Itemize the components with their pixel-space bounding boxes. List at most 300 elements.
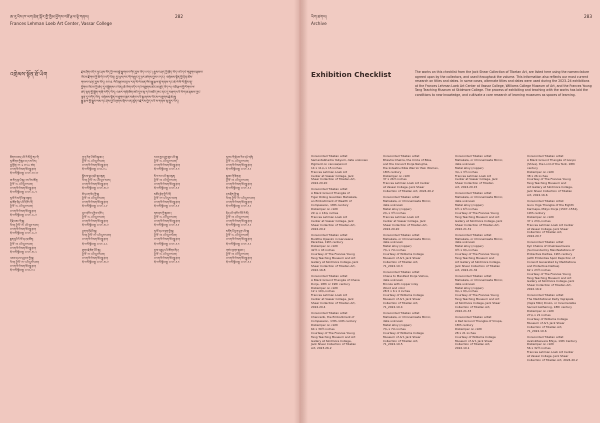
entry-detail: Kyil Chakra of Chakrasamvara: [527, 244, 570, 249]
entry-detail: ཝེ་ས་སོ་སློབ་གྲྭ། ༢༠༢༤.༡.༤: [154, 260, 180, 265]
entry-detail: Gallery at Skidmore College, Jack: [527, 279, 575, 284]
entry-detail: 2022.16.8: [311, 267, 326, 272]
entry-detail: ཕ་རན་སི་ལེ་མན་ལོབ་སྒྱུ་རྩལ།: [226, 218, 252, 223]
entry-detail: Bronze with copper inlay: [383, 281, 419, 286]
checklist-entry: [527, 294, 589, 333]
checklist-entry: [82, 248, 144, 264]
entry-detail: Distemper on cloth: [383, 173, 411, 178]
entry-detail: at Vassar College, Jack Shear: [527, 226, 569, 231]
entry-detail: ཕྱི་ལོ་ ༡༩ པའི་དུས་རབས།: [154, 177, 177, 182]
entry-detail: ཝེ་ས་སོ་སློབ་གྲྭ། ༢༠༢༤.༢.༡: [82, 204, 108, 209]
entry-detail: ཕྱི་ལོ་ ༡༩ པའི་དུས་རབས།: [154, 233, 177, 238]
checklist-entry: [154, 155, 216, 171]
entry-detail: 3¼ x 3½ inches: [455, 169, 478, 174]
entry-detail: 2¾ x 3½ inches: [383, 210, 406, 215]
entry-detail: Shear Collection of Tibetan Art,: [311, 177, 356, 182]
section-intro-tibetan: [81, 70, 289, 104]
entry-detail: date unknown: [455, 199, 476, 204]
entry-detail: Mahakala, or Chinnamasta Mirror,: [383, 199, 432, 204]
entry-artist: Unrecorded Tibetan artist: [311, 232, 348, 237]
entry-detail: ཝེ་ས་སོ་སློབ་གྲྭ། ༢༠༢༤.༢༨.༡: [10, 212, 37, 217]
checklist-entry: [82, 229, 144, 245]
entry-detail: Gallery at Skidmore College,: [311, 338, 352, 343]
entry-detail: Metal alloy (copper): [455, 285, 484, 290]
entry-detail: ཕྱི་ལོ་ ༡༨ པའི་དུས་རབས།: [154, 214, 177, 219]
entry-detail: ཕ་རན་སི་ལེ་མན་ལོབ་སྒྱུ་རྩལ།: [226, 256, 252, 260]
entry-detail: 7¾ x 7⅛ inches: [383, 326, 406, 331]
entry-detail: ཕ་རན་སི་ལེ་མན་ལོབ་སྒྱུ་རྩལ།: [154, 163, 180, 168]
entry-detail: Frances Lehman Loeb Art: [311, 169, 348, 174]
entry-detail: Metal alloy (copper): [383, 206, 412, 211]
entry-detail: ཕྱི་ལོ་ ༡༩ པའི་དུས་རབས།: [226, 177, 249, 182]
entry-artist: ལྷ་ཁང་གི་ལྡེབས་རིས་དཔེ་གཞི།: [226, 155, 253, 159]
entry-detail: ཝེ་ས་སོ་སློབ་གྲྭ། ༢༠༢༤.༡.༡: [154, 185, 180, 190]
entry-detail: Distemper on cloth: [527, 342, 555, 347]
checklist-column: [455, 155, 517, 365]
checklist-intro: The works on this checklist from the Jack Shear Collection of Tibetan Art, are listed here using the nomenclature agreed upon by the collectors, and used throughout the volume. This information also reflects our most current research on titles and dates. In some cases, alternate titles and dates were used during the 2023–24 exhibitions at the Frances Lehman Loeb Art Center at Vassar College, Williams College Museum of Art, and the Frances Young Tang Teaching Museum at Skidmore College. The process of exhibiting and teaching with the works has laid the conditions to new knowledge, and cultivate a core research of learning museums as spaces of learning.: [415, 70, 592, 97]
checklist-entry: [154, 192, 216, 208]
entry-artist: Unrecorded Tibetan artist: [527, 334, 564, 339]
entry-detail: Collection of Tibetan Art,: [527, 230, 563, 235]
entry-detail: Distemper on cloth: [527, 169, 555, 174]
entry-detail: 2022.21.31: [455, 226, 472, 231]
entry-detail: Center at Vassar College, Jack: [311, 297, 354, 302]
entry-detail: Buddha Ojasvini in Garuwane: [311, 236, 354, 241]
entry-detail: Shear Collection of Tibetan Art,: [311, 263, 356, 268]
entry-detail: (Surrounded by Manifestations of: [527, 248, 575, 253]
entry-detail: ལི་མ། ཕྱི་ལོ་ ༡༥ པའི་དུས་རབས།: [82, 177, 111, 182]
entry-detail: Frances Lehman Loeb Art Center: [383, 181, 430, 186]
entry-detail: Courtesy of Williams College: [383, 252, 424, 257]
checklist-entry: [311, 275, 373, 310]
entry-detail: ཝེ་ས་སོ་སློབ་གྲྭ། ༢༠༢༤.༣.༣: [82, 241, 108, 246]
entry-detail: an Embodiment of Wealth of: [311, 199, 352, 204]
entry-detail: 71_2022.10.6: [527, 328, 547, 333]
checklist-entry: [311, 155, 373, 186]
entry-artist: Unrecorded Tibetan artist: [527, 240, 564, 245]
entry-detail: date unknown: [455, 161, 476, 166]
entry-detail: Bhavha Chakra, the Circle of Bliss,: [383, 157, 433, 162]
entry-detail: ཝེ་ས་སོ་སློབ་གྲྭ། ༢༠༢༤.༡.༡: [154, 222, 180, 227]
checklist-entry: [527, 155, 589, 198]
checklist-entry: [10, 256, 72, 272]
entry-detail: Collection of Tibetan Art,: [383, 301, 419, 306]
entry-detail: ཝེ་ས་སོ་སློབ་གྲྭ། ༢༠༢༤.༡.༥: [226, 167, 252, 172]
entry-detail: ཕ་རན་སི་ལེ་མན་ལོབ་སྒྱུ་རྩལ།: [154, 256, 180, 260]
entry-detail: Collection of Tibetan Art,: [383, 259, 419, 264]
entry-artist: Unrecorded Tibetan artist: [455, 273, 492, 278]
entry-detail: Metal alloy (copper): [383, 244, 412, 249]
entry-artist: སངས་རྒྱས་ཤཱཀྱ་ཐུབ་པའི་སྐུ།: [154, 155, 179, 159]
running-head-tibetan-right: ཡིག་ཚགས།: [311, 14, 327, 19]
entry-detail: ཕྱི་ལོ་ ༡༨ པའི་དུས་རབས།: [226, 159, 249, 164]
entry-artist: གུ་རུ་རིན་པོ་ཆེའི་སྐུ་ཐང་།: [82, 155, 104, 159]
entry-detail: Museum of Art, Jack Shear: [383, 297, 421, 302]
entry-detail: ཝེ་ས་སོ་སློབ་གྲྭ། ༢༠༢༤.༡.༥: [226, 185, 252, 190]
checklist-column: [527, 155, 589, 365]
entry-detail: date unknown: [455, 240, 476, 245]
entry-detail: Guru Yoga Thangka of the Eighth: [527, 203, 574, 208]
checklist-entry: [455, 316, 517, 351]
entry-detail: Shear Collection of Tibetan Art,: [527, 283, 572, 288]
checklist-entry: [10, 196, 72, 216]
entry-artist: ཚིགས་བཅད་པའི་རི་མོ་ཕྱི་ནང་གི་: [10, 155, 40, 159]
checklist-entry: [226, 192, 288, 208]
left-page: [0, 0, 299, 423]
entry-artist: ཨ་མི་ཏ་བྷ་ཡི་སྐུ། རས་རིས་ཚོན།: [10, 177, 38, 182]
entry-detail: 2022.10.1: [455, 346, 470, 351]
entry-artist: Unrecorded Tibetan artist: [311, 311, 348, 316]
entry-detail: Art, 2023.26.2: [311, 346, 332, 351]
entry-detail: 71_2022.10.3: [383, 263, 403, 268]
entry-detail: Gallery at Skidmore College, Jack: [455, 218, 503, 223]
entry-detail: Frances Lehman Loeb Art Center: [527, 350, 574, 355]
entry-artist: ལྷ་མོ་དཔལ་ལྡན་གྱི་སྐུ།: [154, 229, 174, 234]
entry-detail: Collection of Tibetan Art,: [383, 338, 419, 343]
entry-detail: ཕ་རན་སི་ལེ་མན་ལོབ་སྒྱུ་རྩལ།: [10, 264, 36, 269]
entry-detail: ཕྱི་ལོ་ ༡༩ པའི་དུས་རབས།: [226, 251, 249, 256]
running-head-english: Frances Lehman Loeb Art Center, Vassar College: [10, 21, 112, 26]
entry-detail: Courtesy of The Frances Young: [455, 252, 499, 257]
entry-detail: Art, 2022.16.6: [527, 193, 548, 198]
intro-line: ལྷན་དུ་བཀོད་ཡོད། འགྲེམས་སྟོན་ལ་ཐུགས་ཁུར་བཞེས་པའི་སྐུ་ཞབས་ཡོངས་ལ་ཐུགས་རྗེ་ཆེ་ཞུ།: [81, 94, 177, 99]
entry-detail: Karmapa, Mikyo Dorje (1507–1554),: [527, 206, 579, 211]
entry-detail: Art, 2024.20.15: [455, 185, 478, 190]
entry-detail: A Black Ground Thangka of Gonpo: [527, 157, 576, 162]
entry-artist: Unrecorded Tibetan artist: [455, 154, 492, 158]
entry-detail: Center at Vassar College, Jack: [455, 177, 498, 182]
entry-detail: 71_2022.10.4: [383, 305, 403, 310]
entry-artist: སྒྲོལ་མ་ལྗང་ཁུའི་སྐུ་བརྙན།: [82, 173, 105, 178]
entry-detail: Courtesy of Williams College: [527, 316, 568, 321]
entry-detail: 2022.21.33: [455, 309, 472, 313]
entry-detail: Jack Shear Collection of Tibetan: [527, 189, 573, 194]
checklist-column: [226, 155, 288, 275]
entry-detail: ཕ་རན་སི་ལེ་མན་ལོབ་སྒྱུ་རྩལ།: [10, 227, 36, 232]
entry-detail: Center at Vassar College, Jack: [311, 173, 354, 178]
entry-detail: Sacred Gathering, 18th century: [527, 305, 572, 310]
entry-detail: century: [527, 165, 538, 170]
entry-artist: མི་ལ་རས་པའི་སྐུ་བརྙན།: [154, 173, 176, 178]
entry-detail: Consort Generated by Meditations: [527, 259, 576, 264]
entry-detail: ཕྱི་ལོ་ ༡༧ པའི་དུས་རབས།: [154, 196, 178, 201]
page-number-right: 283: [584, 14, 592, 19]
entry-detail: Shear Collection of Tibetan Art,: [383, 222, 428, 227]
entry-artist: འཇམ་དཔལ་དབྱངས་ཀྱི་སྐུ།: [10, 256, 34, 260]
entry-artist: ཚེ་དཔག་མེད་ཀྱི་སྐུ།: [82, 192, 100, 197]
entry-detail: Frances Lehman Loeb Art: [455, 173, 492, 178]
entry-detail: Frances Lehman Loeb Art Center: [527, 222, 574, 227]
checklist-entry: [154, 211, 216, 227]
entry-artist: Unrecorded Tibetan artist: [527, 293, 564, 298]
checklist-column: [10, 155, 72, 275]
checklist-entry: [82, 192, 144, 208]
entry-artist: Unrecorded Tibetan artist: [383, 195, 420, 200]
entry-detail: ཁྲ་ཚོན་སྲིད་པའི་འཁོར་ལོ།: [10, 200, 33, 205]
entry-detail: ཕ་རན་སི་ལེ་མན་ལོབ་སྒྱུ་རྩལ།: [82, 163, 108, 168]
entry-detail: ཕ་རན་སི་ལེ་མན་ལོབ་སྒྱུ་རྩལ།: [154, 218, 180, 223]
checklist-entry: [455, 275, 517, 314]
entry-detail: 2024.20.4: [311, 305, 326, 310]
entry-artist: Unrecorded Tibetan artist: [383, 232, 420, 237]
entry-detail: Courtesy of The Frances Young: [455, 293, 499, 298]
checklist-entry: [226, 155, 288, 171]
checklist-entry: [383, 271, 445, 310]
entry-artist: Unrecorded Tibetan artist: [527, 154, 564, 158]
entry-detail: ཕ་རན་སི་ལེ་མན་ལོབ་སྒྱུ་རྩལ།: [10, 167, 36, 172]
entry-detail: Tang Teaching Museum and Art: [311, 256, 356, 261]
entry-detail: 62 x 23½ inches: [527, 267, 551, 272]
entry-detail: ལི་མ། ཕྱི་ལོ་ ༡༧ པའི་དུས་རབས།: [82, 233, 111, 238]
entry-detail: Distemper on cloth: [311, 244, 339, 249]
entry-detail: Shear Collection of Tibetan: [455, 181, 494, 186]
entry-artist: མགོན་པོ་ཕྱག་དྲུག་པའི་སྐུ།: [226, 229, 250, 234]
entry-detail: ཕ་རན་སི་ལེ་མན་ལོབ་སྒྱུ་རྩལ།: [154, 200, 180, 205]
checklist-entry: [226, 174, 288, 190]
checklist-entry: [154, 174, 216, 190]
entry-detail: ཕ་རན་སི་ལེ་མན་ལོབ་སྒྱུ་རྩལ།: [226, 200, 252, 205]
checklist-entry: [527, 336, 589, 363]
entry-detail: date unknown: [383, 319, 404, 323]
entry-detail: 71_2022.10.5: [383, 342, 403, 347]
entry-detail: ཕ་རན་སི་ལེ་མན་ལོབ་སྒྱུ་རྩལ།: [226, 237, 252, 242]
entry-detail: Center at Vassar College, Jack: [311, 218, 354, 223]
checklist-column: [383, 155, 445, 365]
entry-detail: Frances Lehman Loeb Art: [311, 214, 348, 219]
entry-detail: ཝེ་ས་སོ་སློབ་གྲྭ། ༢༠༢༤.༠༡.༢༠: [10, 171, 39, 176]
entry-artist: ཕྱག་ན་རྡོ་རྗེའི་སྐུ།: [82, 229, 97, 234]
entry-detail: Tang Teaching Museum and Art: [311, 334, 356, 339]
entry-artist: མཆོད་རྟེན་གྱི་རི་མོ།: [154, 192, 171, 197]
entry-detail: 37 x 26½ inches: [383, 177, 407, 182]
entry-detail: ཕ་རན་སི་ལེ་མན་ལོབ་སྒྱུ་རྩལ།: [82, 218, 108, 223]
entry-detail: Art Gallery at Skidmore College,: [527, 185, 573, 190]
entry-detail: Protective Deities, 19th century: [527, 252, 573, 257]
right-page: [301, 0, 600, 423]
entry-detail: ལི་མ། ཕྱི་ལོ་ ༡༧ པའི་དུས་རབས།: [226, 196, 255, 201]
entry-detail: Courtesy of Williams College: [383, 330, 424, 335]
entry-detail: Distemper on cloth: [311, 285, 339, 290]
entry-detail: Art, 2022.21.32: [455, 267, 478, 272]
entry-artist: ཐུགས་རྗེ་ཆེན་པོའི་སྐུ།: [82, 247, 101, 252]
entry-detail: 38 x 26 inches: [527, 173, 548, 178]
book-gutter: [294, 0, 308, 423]
entry-detail: Distemper on cloth: [311, 206, 339, 211]
entry-detail: 9½ x 9¾ inches: [455, 248, 478, 253]
entry-detail: A Red Ground Thangka of Virupa,: [455, 319, 503, 323]
entry-artist: གཙང་ལུགས་སྐུ་ཐང་།: [226, 247, 245, 252]
checklist-entry: [82, 211, 144, 227]
entry-artist: Unrecorded Tibetan artist: [455, 191, 492, 196]
entry-detail: ཝེ་ས་སོ་སློབ་གྲྭ། ༢༠༢༣.༡.༨: [82, 167, 107, 172]
entry-detail: ཕྱི་ལོ་ ༡༨ པའི་དུས་རབས།: [154, 251, 177, 256]
entry-detail: 2024.20.7: [527, 234, 542, 239]
section-heading-tibetan: འགྲེམས་སྟོན་ཐོ་ཡིག: [10, 72, 48, 78]
entry-detail: ཝེ་ས་སོ་སློབ་གྲྭ། ༢༠༢༤.༡༢.༡: [82, 185, 109, 190]
entry-detail: 2024.20.20: [383, 226, 400, 231]
intro-line: སྒྱུ་རྩལ་གྱི་སྒྲུབ་ལམ་དང་ཤེས་བྱའི་ལུགས་སྲོལ་ཕན་ཚུན་བརྗེ་རེས་བྱེད་པའི་ས་གནས་སུ་གྱུར་ཡོད།: [81, 99, 179, 104]
entry-detail: 7¾ x 7⅛ inches: [383, 248, 406, 253]
entry-detail: Collection of Tibetan Art,: [527, 324, 563, 329]
checklist-entry: [527, 241, 589, 292]
entry-artist: Unrecorded Tibetan Artist: [527, 199, 564, 204]
entry-detail: 2024.20.2: [311, 226, 326, 231]
entry-detail: date unknown: [383, 277, 404, 282]
entry-detail: Mahakala, or Chinnamasta Mirror,: [383, 315, 432, 320]
entry-detail: ཕྱི་ལོ་ ༡༩ པའི་དུས་རབས།: [226, 214, 249, 219]
entry-detail: ཕ་རན་སི་ལེ་མན་ལོབ་སྒྱུ་རྩལ།: [82, 237, 108, 242]
entry-detail: ལི་མ། ཕྱི་ལོ་ ༡༦ པའི་དུས་རབས།: [10, 222, 39, 227]
entry-detail: ཕྱི་ལོ་ ༡༨ པའི་དུས་རབས།: [10, 204, 33, 209]
checklist-entry: [10, 155, 72, 175]
entry-detail: the Indestructible Warrior Pain Woman,: [383, 165, 439, 170]
checklist-entry: [154, 248, 216, 264]
page-number-left: 282: [175, 14, 183, 19]
entry-detail: Courtesy of Williams College: [455, 334, 496, 339]
entry-detail: (with Embodies Spoil Depiction of: [527, 256, 575, 261]
checklist-entry: [226, 229, 288, 245]
checklist-entry: [82, 174, 144, 190]
entry-detail: ཝེ་ས་སོ་སློབ་གྲྭ། ༢༠༢༤.༢༨.༤: [10, 189, 38, 194]
intro-line: ཚད་ལྡན་གྱི་སྒྲིག་གཞི་བཀོད་ཡོད། འཆར་གཞི་ཐོག་མའི་དུས་སུ་དཔེ་མཛོད་ཁང་ནང་དུ་བཞག་པའི་ཡིག་ཆ་རྣམས་ཀྱང་: [81, 89, 201, 94]
entry-detail: Wood and color: [383, 285, 406, 290]
entry-detail: ཕ་རན་སི་ལེ་མན་ལོབ་སྒྱུ་རྩལ།: [226, 163, 252, 168]
entry-detail: Chenrezik, the Embodiment of: [311, 315, 355, 320]
entry-detail: at Vassar College, Jack Shear: [383, 185, 425, 190]
entry-artist: རྟ་མགྲིན་གྱི་སྐུ།: [226, 192, 240, 197]
entry-detail: Collection of Tibetan Art, 2024.20.2: [383, 189, 434, 194]
entry-detail: Metal alloy (copper): [455, 244, 484, 249]
entry-detail: Courtesy of The Frances Young: [527, 177, 571, 182]
checklist-entry: [311, 312, 373, 351]
checklist-column: [82, 155, 144, 275]
intro-line: ཕྱོགས་ཡོངས་ཀྱི་ཆེད་དུ་བསྒྲིགས་པ་ཡིན། ཐོ་ཡིག་འདིར་དཔེ་གཟུགས་ཚང་མ་ཚུད་ཡོད་ལ། བཟོ་རྩལ་གྱི་རིགས་ལ་: [81, 84, 195, 89]
entry-detail: Jack Shear Collection of Tibetan: [455, 263, 501, 268]
entry-detail: Shear Collection of Tibetan Art,: [311, 222, 356, 227]
entry-detail: Metal alloy (copper): [455, 203, 484, 208]
entry-detail: Center at Vassar College, Jack: [383, 218, 426, 223]
entry-artist: Unrecorded Tibetan artist: [383, 269, 420, 274]
entry-detail: Collection of Tibetan Art,: [455, 342, 491, 347]
checklist-entry: [154, 229, 216, 245]
entry-detail: 18th century: [455, 322, 474, 327]
entry-detail: 19th century: [527, 210, 546, 215]
entry-detail: Distemper on cloth: [455, 326, 483, 331]
entry-detail: ལྷ་ཚོགས་ཀྱི་སྣང་བ། རས་རིས།: [10, 159, 37, 164]
entry-detail: and the Consort Dorje Nelujma,: [383, 161, 428, 166]
entry-detail: (Vajra Miki) Druko, or Innumerable: [527, 301, 576, 306]
intro-line: རྗེས་ཤོག་འདིར་ཉུང་ཤས་བོད་ཀྱི་ལས་སྣེ་སྦྲགས་བཀོད་བྱས་ཡོད་པ་དང་། རྒྱས་བཤད་ཀྱི་ཁྲོད་ཡོད་པའི་དཔེ་གཟུགས་རྣམས་: [81, 70, 204, 74]
entry-detail: Shear Collection of Tibetan Art,: [311, 301, 356, 306]
entry-detail: ཕ་རན་སི་ལེ་མན་ལོབ་སྒྱུ་རྩལ།: [10, 185, 36, 190]
checklist-entry: [226, 211, 288, 227]
entry-detail: ཕ་རན་སི་ལེ་མན་ལོབ་སྒྱུ་རྩལ།: [154, 181, 180, 186]
entry-detail: ཝེ་ས་སོ་སློབ་གྲྭ། ༢༠༢༤.༡.༤: [154, 167, 180, 172]
entry-detail: ཕྱི་ལོ་ ༡༩ པའི་དུས་རབས།: [10, 241, 33, 246]
entry-detail: 18th century: [383, 169, 402, 174]
entry-detail: Tang Teaching Museum and: [455, 256, 495, 261]
entry-detail: Museum of Art, Jack Shear: [527, 320, 565, 325]
entry-detail: ཕ་རན་སི་ལེ་མན་ལོབ་སྒྱུ་རྩལ།: [154, 237, 180, 242]
entry-artist: དུས་འཁོར་དཀྱིལ་འཁོར།: [82, 210, 104, 215]
entry-detail: ཝེ་ས་སོ་སློབ་གྲྭ། ༢༠༢༤.༢༨.༡: [10, 231, 37, 236]
tibetan-checklist: [10, 155, 288, 275]
entry-detail: 27¼ x 21 inches: [527, 312, 551, 317]
checklist-entry: [455, 192, 517, 231]
checklist-entry: [82, 155, 144, 171]
checklist-entry: [10, 219, 72, 235]
entry-detail: ཕ་རན་སི་ལེ་མན་ལོབ་སྒྱུ་རྩལ།: [82, 200, 108, 205]
checklist-entry: [311, 188, 373, 231]
entry-detail: 2024.20.20: [311, 181, 328, 186]
intro-line: གསལ་བཤད་བྱས་ཡོད། ༢༠༢༣ ལོའི་སྐབས་སུ་ཕ་རན་སི་ལེ་མན་ལོབ་སྒྱུ་རྩལ་ལྟེ་གནས་དང་ཝེ་ལེ་སི་ལི་སློབ་གྲྭ་: [81, 79, 193, 84]
entry-detail: Chana to Manifest Dorje Vishva,: [383, 273, 429, 278]
entry-detail: (Shiva), the Lord of the Tent, 18th: [527, 161, 576, 166]
checklist-column: [154, 155, 216, 275]
entry-detail: 2022.16.9: [527, 287, 542, 292]
entry-detail: A Black Ground Thangka of Chana: [311, 277, 360, 282]
entry-detail: Gallery at Skidmore College, Jack: [311, 259, 359, 264]
intro-line: ཡོངས་རྫོགས་ཀྱི་ཐོ་དེབ་འདི་ཡིན། བྱ་ཡུལ་ཁང་གི་གཞུང་དུ་ཉར་ཚགས་བྱས་པ་དང་། འགྲེམས་སྟོན་གྱི་ཉིན་ཚེས་: [81, 74, 193, 79]
entry-artist: Unrecorded Tibetan artist: [311, 273, 348, 278]
checklist-entry: [527, 200, 589, 239]
entry-detail: ལི་མ། ཕྱི་ལོ་ ༡༧ པའི་དུས་རབས།: [10, 260, 39, 265]
entry-detail: ཝེ་ས་སོ་སློབ་གྲྭ། ༢༠༢༤.༡.༥: [226, 260, 252, 265]
entry-detail: Metal alloy (copper): [383, 322, 412, 327]
entry-detail: རྒྱ་ཁྱོན། ༡༤ x ༡༡ in ཙམ།: [10, 163, 35, 168]
entry-detail: Collection of Tibetan Art, 2024.20.2: [527, 358, 578, 363]
entry-artist: Unrecorded Tibetan artist: [455, 315, 492, 320]
entry-detail: Metal alloy (copper): [455, 165, 484, 170]
entry-detail: Compassion, 13th–14th century: [311, 319, 357, 323]
entry-detail: Tang Teaching Museum and Art: [455, 297, 500, 302]
entry-artist: སྐུ་ཐང་གི་ཐིག་རྩ།: [226, 173, 241, 178]
checklist-entry: [10, 237, 72, 253]
entry-detail: ཕྱི་ལོ་ ༡༩ པའི་དུས་རབས།: [82, 196, 105, 201]
checklist-entry: [383, 234, 445, 269]
running-head-tibetan: ཨ་རུ་ཕིས་ཁ་ལག་ཐེན་སྐོར་གྱི་ཁྱིམ་ཕྱོགས་བཟོ་རྩལ་ལྟེ་གནས།: [10, 14, 89, 19]
entry-artist: Unrecorded Tibetan artist: [455, 232, 492, 237]
entry-detail: Tang Teaching Museum and Art: [527, 275, 572, 280]
entry-detail: Mahakala, or Chinnamasta Mirror,: [455, 157, 504, 162]
entry-artist: ནམ་སྲས་ཀྱི་སྐུ་ཐང་།: [154, 210, 172, 215]
entry-artist: རྡོ་རྗེ་འཆང་གི་སྐུ།: [10, 218, 25, 223]
checklist-entry: [311, 234, 373, 273]
entry-artist: བླ་མ་བརྒྱུད་པའི་ཚོགས་ཞིང་།: [154, 247, 180, 252]
entry-detail: 28 x 21 inches: [455, 330, 476, 335]
entry-detail: ཕྱི་ལོ་ ༡༨ པའི་དུས་རབས།: [154, 159, 177, 164]
entry-artist: ལྷ་མོ་རེ་མ་ཏིའི་སྐུ་བརྙན།: [10, 196, 32, 201]
entry-detail: ཝེ་ས་སོ་སློབ་གྲྭ། ༢༠༢༤.༡.༥: [226, 222, 252, 227]
entry-detail: ཕ་རན་སི་ལེ་མན་ལོབ་སྒྱུ་རྩལ།: [82, 181, 108, 186]
entry-detail: ཕ་རན་སི་ལེ་མན་ལོབ་སྒྱུ་རྩལ།: [82, 256, 108, 260]
checklist-entry: [10, 178, 72, 194]
entry-detail: 64 x 39½ inches: [311, 326, 335, 331]
entry-artist: Unrecorded Tibetan artist: [383, 154, 420, 158]
entry-detail: Museum of Art, Jack Shear: [383, 256, 421, 261]
entry-detail: 6½ x 6½ inches: [455, 206, 478, 211]
entry-detail: Avalokitesvara Bhiys, 19th Century: [527, 338, 578, 343]
entry-detail: and Protective Deities): [527, 263, 560, 268]
entry-detail: 14 x 11¼ x 15 inches: [311, 165, 342, 170]
entry-artist: སྨན་བླའི་རི་མོ་དང་ཁྲ་ཚོན།: [10, 237, 34, 242]
entry-detail: Compassion, 18th century: [311, 203, 349, 208]
entry-artist: སྲིད་པའི་འཁོར་ལོའི་རི་མོ།: [226, 210, 249, 215]
entry-artist: Unrecorded Tibetan artist: [311, 187, 348, 192]
entry-detail: Distemper on cloth: [527, 214, 555, 219]
entry-detail: ཕྱི་ལོ་ ༡༨ པའི་དུས་རབས།: [82, 159, 105, 164]
entry-detail: Mahakala, or Chinnamasta Mirror,: [455, 195, 504, 200]
